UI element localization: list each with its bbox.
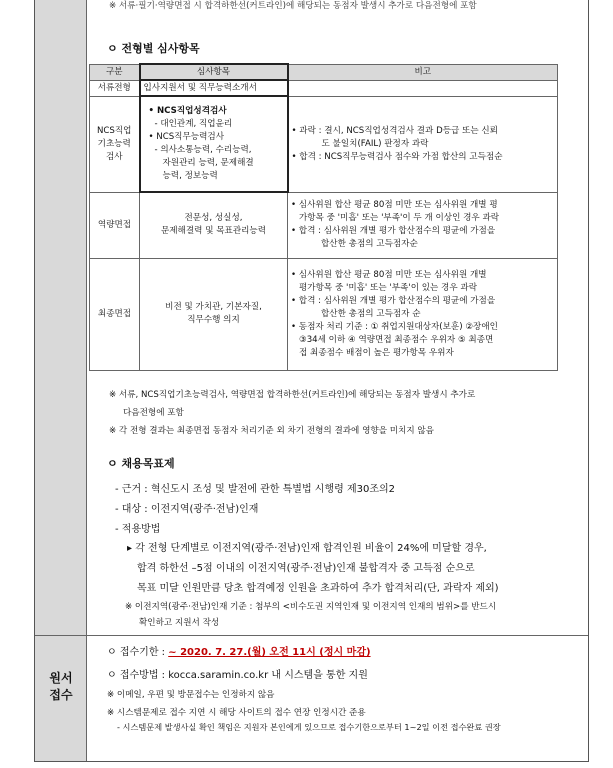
row-comp-name: 역량면접: [90, 192, 140, 258]
header-item: 심사항목: [140, 64, 288, 80]
row-doc-item: 입사지원서 및 직무능력소개서: [140, 80, 288, 96]
row-final-notes: • 심사위원 합산 평균 80점 미만 또는 심사위원 개별 평가항목 중 '미흡' 또는 '부족'이 있는 경우 과락 • 합격 : 심사위원 개별 평가 합산점수의 평균에 가점을 합산한 총점의 고득점자 순 • 동점자 처리 기준 : ① 취업지원대상자(보훈) ②장애인 ③34세 이하 ④ 역량면접 최종점수 우위자 ⑤ 최종면 접 최종점수 배점이 높은 평가항목 우위자: [288, 258, 558, 370]
apply-section-label: 원서 접수: [49, 671, 73, 702]
apply-deadline: ㅇ 접수기한 : ~ 2020. 7. 27.(월) 오전 11시 (정시 마감): [107, 647, 371, 658]
row-doc-name: 서류전형: [90, 80, 140, 96]
table-row: [90, 192, 558, 258]
row-ncs-notes: • 과락 : 결시, NCS직업성격검사 결과 D등급 또는 신뢰 도 불일치(FAIL) 판정자 과락 • 합격 : NCS직무능력검사 점수와 가점 합산의 고득점순: [288, 96, 558, 192]
apply-note-2: ※ 시스템문제로 접수 지연 시 해당 사이트의 접수 연장 인정시간 준용: [107, 708, 366, 718]
row-doc-note: [288, 80, 558, 96]
review-table: [89, 63, 558, 371]
quota-title: ㅇ 채용목표제: [107, 457, 175, 470]
post-table-note-2: ※ 각 전형 결과는 최종면접 동점자 처리기준 외 차기 전형의 결과에 영향을 미치지 않음: [109, 426, 434, 436]
quota-criteria-1: ※ 이전지역(광주·전남)인재 기준 : 첨부의 <비수도권 지역인재 및 이전지역 인재의 범위>를 반드시: [125, 602, 497, 612]
left-label-column: [35, 0, 87, 761]
table-row: [90, 258, 558, 370]
post-table-note-1: ※ 서류, NCS직업기초능력검사, 역량면접 합격하한선(커트라인)에 해당되는 동점자 발생시 추가로: [109, 390, 476, 400]
row-ncs-items: • NCS직업성격검사 - 대인관계, 직업윤리 • NCS직무능력검사 - 의사소통능력, 수리능력, 자원관리 능력, 문제해결 능력, 정보능력: [140, 96, 288, 192]
apply-method: ㅇ 접수방법 : kocca.saramin.co.kr 내 시스템을 통한 지원: [107, 670, 368, 681]
quota-desc-3: 목표 미달 인원만큼 당초 합격예정 인원을 초과하여 추가 합격처리(단, 과락자 제외): [137, 583, 499, 594]
deadline-value: ~ 2020. 7. 27.(월) 오전 11시 (정시 마감): [168, 647, 371, 658]
table-header-row: [90, 64, 558, 80]
quota-desc-1: ▸ 각 전형 단계별로 이전지역(광주·전남)인재 합격인원 비율이 24%에 미달할 경우,: [127, 543, 487, 554]
row-final-items: 비전 및 가치관, 기본자질, 직무수행 의지: [140, 258, 288, 370]
quota-desc-2: 합격 하한선 –5점 이내의 이전지역(광주·전남)인재 불합격자 중 고득점 순으로: [137, 563, 475, 574]
quota-criteria-2: 확인하고 지원서 작성: [139, 618, 220, 628]
table-row: [90, 96, 558, 192]
row-final-name: 최종면접: [90, 258, 140, 370]
header-category: 구분: [90, 64, 140, 80]
post-table-note-1b: 다음전형에 포함: [123, 408, 184, 418]
row-comp-notes: • 심사위원 합산 평균 80점 미만 또는 심사위원 개별 평 가항목 중 '미흡' 또는 '부족'이 두 개 이상인 경우 과락 • 합격 : 심사위원 개별 평가 합산점수의 평균에 가점을 합산한 총점의 고득점자순: [288, 192, 558, 258]
row-ncs-name: NCS직업 기초능력 검사: [90, 96, 140, 192]
apply-note-1: ※ 이메일, 우편 및 방문접수는 인정하지 않음: [107, 690, 275, 700]
quota-basis: - 근거 : 혁신도시 조성 및 발전에 관한 특별법 시행령 제30조의2: [115, 484, 396, 495]
review-title: ㅇ 전형별 심사항목: [107, 42, 200, 55]
row-comp-items: 전문성, 성실성, 문제해결력 및 목표관리능력: [140, 192, 288, 258]
top-note: ※ 서류·필기·역량면접 시 합격하한선(커트라인)에 해당되는 동점자 발생시 추가로 다음전형에 포함: [109, 1, 477, 11]
document-frame: [34, 0, 589, 762]
header-note: 비고: [288, 64, 558, 80]
apply-note-3: - 시스템문제 발생사실 확인 책임은 지원자 본인에게 있으므로 접수기한으로부터 1~2일 이전 접수완료 권장: [117, 722, 501, 732]
quota-method: - 적용방법: [115, 524, 161, 535]
quota-target: - 대상 : 이전지역(광주·전남)인재: [115, 504, 259, 515]
table-row: [90, 80, 558, 96]
